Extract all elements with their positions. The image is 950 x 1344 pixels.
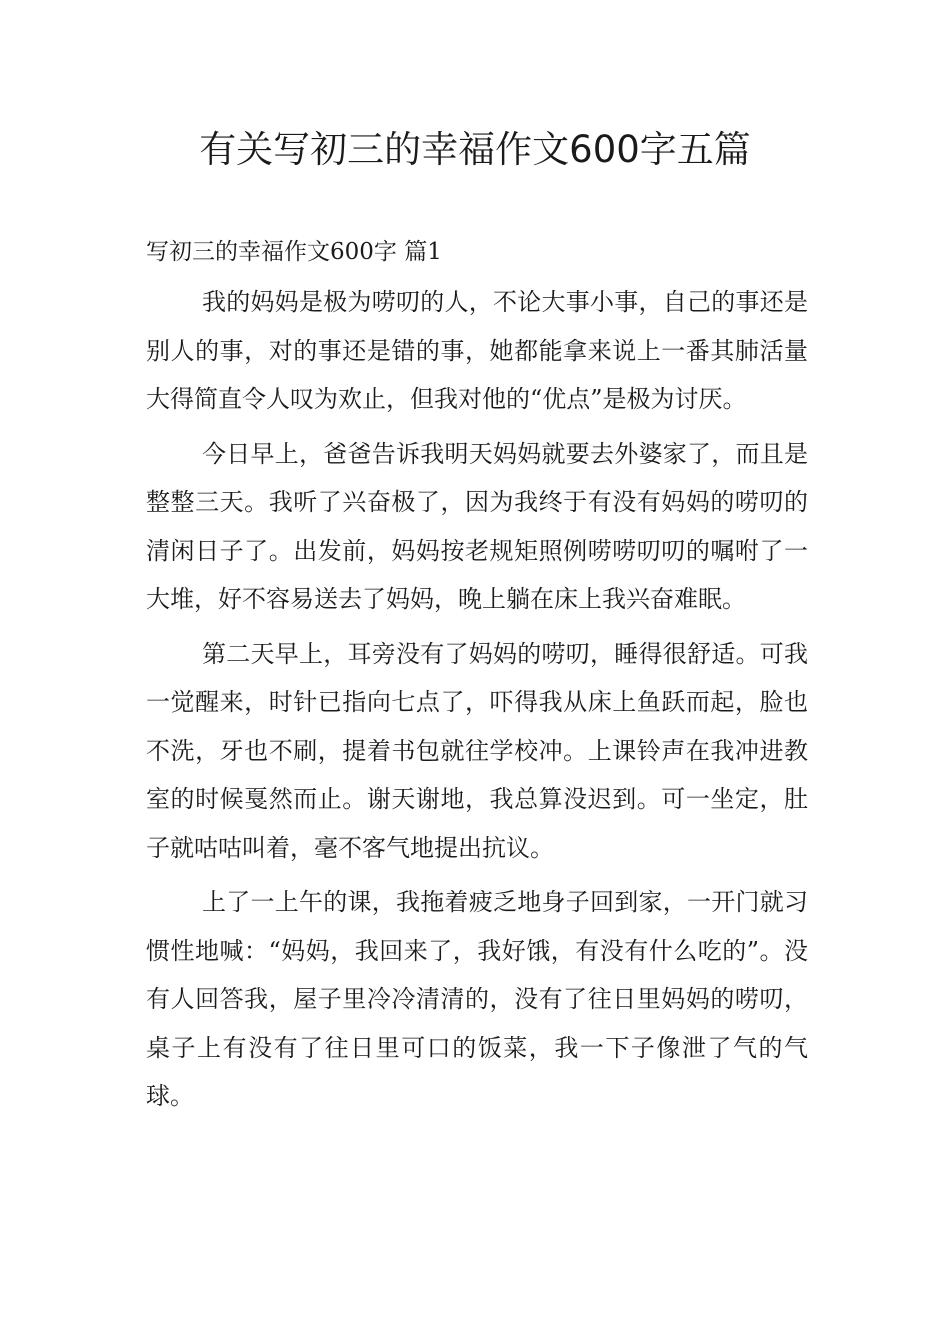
document-title: 有关写初三的幸福作文600字五篇 (199, 128, 751, 171)
paragraph-2: 今日早上，爸爸告诉我明天妈妈就要去外婆家了，而且是整整三天。我听了兴奋极了，因为我终于有没有妈妈的唠叨的清闲日子了。出发前，妈妈按老规矩照例唠唠叨叨的嘱咐了一大堆，好不容易送去了妈妈，晚上躺在床上我兴奋难眠。 (146, 439, 808, 613)
document-body (146, 228, 808, 1127)
paragraph-4: 上了一上午的课，我拖着疲乏地身子回到家，一开门就习惯性地喊：“妈妈，我回来了，我好饿，有没有什么吃的”。没有人回答我，屋子里冷冷清清的，没有了往日里妈妈的唠叨，桌子上有没有了往日里可口的饭菜，我一下子像泄了气的气球。 (146, 888, 808, 1110)
section-heading: 写初三的幸福作文600字 篇1 (146, 239, 442, 265)
paragraph-3: 第二天早上，耳旁没有了妈妈的唠叨，睡得很舒适。可我一觉醒来，时针已指向七点了，吓得我从床上鱼跃而起，脸也不洗，牙也不刷，提着书包就往学校冲。上课铃声在我冲进教室的时候戛然而止。谢天谢地，我总算没迟到。可一坐定，肚子就咕咕叫着，毫不客气地提出抗议。 (146, 639, 808, 862)
paragraph-1: 我的妈妈是极为唠叨的人，不论大事小事，自己的事还是别人的事，对的事还是错的事，她都能拿来说上一番其肺活量大得简直令人叹为欢止，但我对他的“优点”是极为讨厌。 (146, 288, 808, 413)
